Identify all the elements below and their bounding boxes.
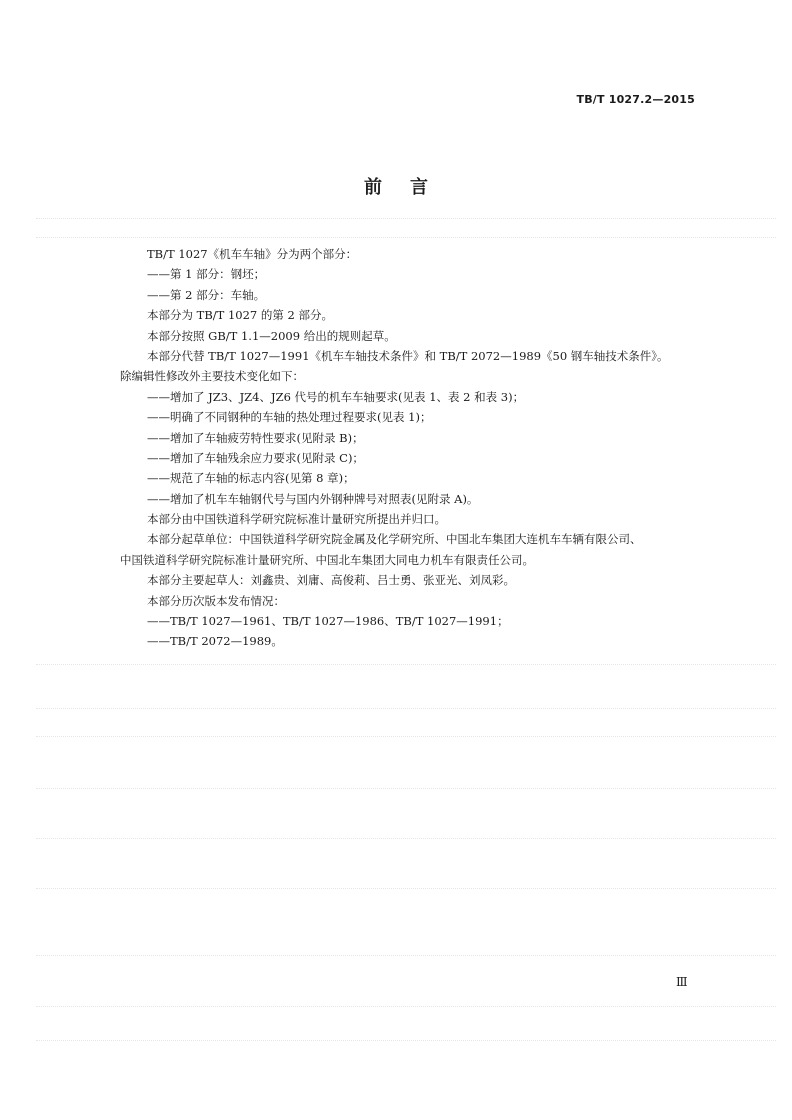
scan-artifact-line bbox=[36, 708, 776, 709]
foreword-line: TB/T 1027《机车车轴》分为两个部分： bbox=[147, 247, 358, 261]
foreword-line: 本部分代替 TB/T 1027—1991《机车车轴技术条件》和 TB/T 2072—1989《50 钢车轴技术条件》。 bbox=[147, 348, 669, 363]
scan-artifact-line bbox=[36, 788, 776, 789]
foreword-line: 中国铁道科学研究院标准计量研究所、中国北车集团大同电力机车有限责任公司。 bbox=[120, 552, 534, 567]
scan-artifact-line bbox=[36, 664, 776, 665]
foreword-line: 本部分主要起草人：刘鑫贵、刘庸、高俊莉、吕士勇、张亚光、刘凤彩。 bbox=[147, 573, 515, 588]
scan-artifact-line bbox=[36, 838, 776, 839]
foreword-line: 本部分为 TB/T 1027 的第 2 部分。 bbox=[147, 308, 334, 323]
scan-artifact-line bbox=[36, 1006, 776, 1007]
foreword-line: 本部分由中国铁道科学研究院标准计量研究所提出并归口。 bbox=[147, 512, 446, 527]
foreword-line: ——明确了不同钢种的车轴的热处理过程要求(见表 1)； bbox=[147, 410, 432, 425]
foreword-line: ——TB/T 1027—1961、TB/T 1027—1986、TB/T 1027—1991； bbox=[147, 614, 509, 629]
foreword-line: ——增加了车轴疲劳特性要求(见附录 B)； bbox=[147, 430, 364, 445]
foreword-line: ——TB/T 2072—1989。 bbox=[147, 634, 283, 649]
foreword-line: ——增加了 JZ3、JZ4、JZ6 代号的机车车轴要求(见表 1、表 2 和表 3)； bbox=[147, 389, 525, 404]
scan-artifact-line bbox=[36, 888, 776, 889]
page-number: Ⅲ bbox=[676, 975, 688, 989]
scan-artifact-line bbox=[36, 736, 776, 737]
scan-artifact-line bbox=[36, 218, 776, 219]
foreword-line: ——第 1 部分：钢坯； bbox=[147, 267, 266, 282]
foreword-line: 本部分历次版本发布情况： bbox=[147, 593, 285, 608]
foreword-body bbox=[120, 244, 720, 652]
page-title: 前言 bbox=[364, 177, 456, 198]
foreword-line: 本部分按照 GB/T 1.1—2009 给出的规则起草。 bbox=[147, 328, 396, 343]
standard-number: TB/T 1027.2—2015 bbox=[576, 93, 695, 106]
foreword-line: 除编辑性修改外主要技术变化如下： bbox=[120, 369, 304, 384]
foreword-line: ——增加了机车车轴钢代号与国内外钢种牌号对照表(见附录 A)。 bbox=[147, 491, 479, 506]
foreword-line: ——增加了车轴残余应力要求(见附录 C)； bbox=[147, 450, 364, 465]
foreword-line: ——规范了车轴的标志内容(见第 8 章)； bbox=[147, 471, 355, 486]
foreword-line: ——第 2 部分：车轴。 bbox=[147, 287, 266, 302]
scan-artifact-line bbox=[36, 1040, 776, 1041]
scan-artifact-line bbox=[36, 955, 776, 956]
scan-artifact-line bbox=[36, 237, 776, 238]
foreword-line: 本部分起草单位：中国铁道科学研究院金属及化学研究所、中国北车集团大连机车车辆有限公司、 bbox=[147, 532, 642, 547]
